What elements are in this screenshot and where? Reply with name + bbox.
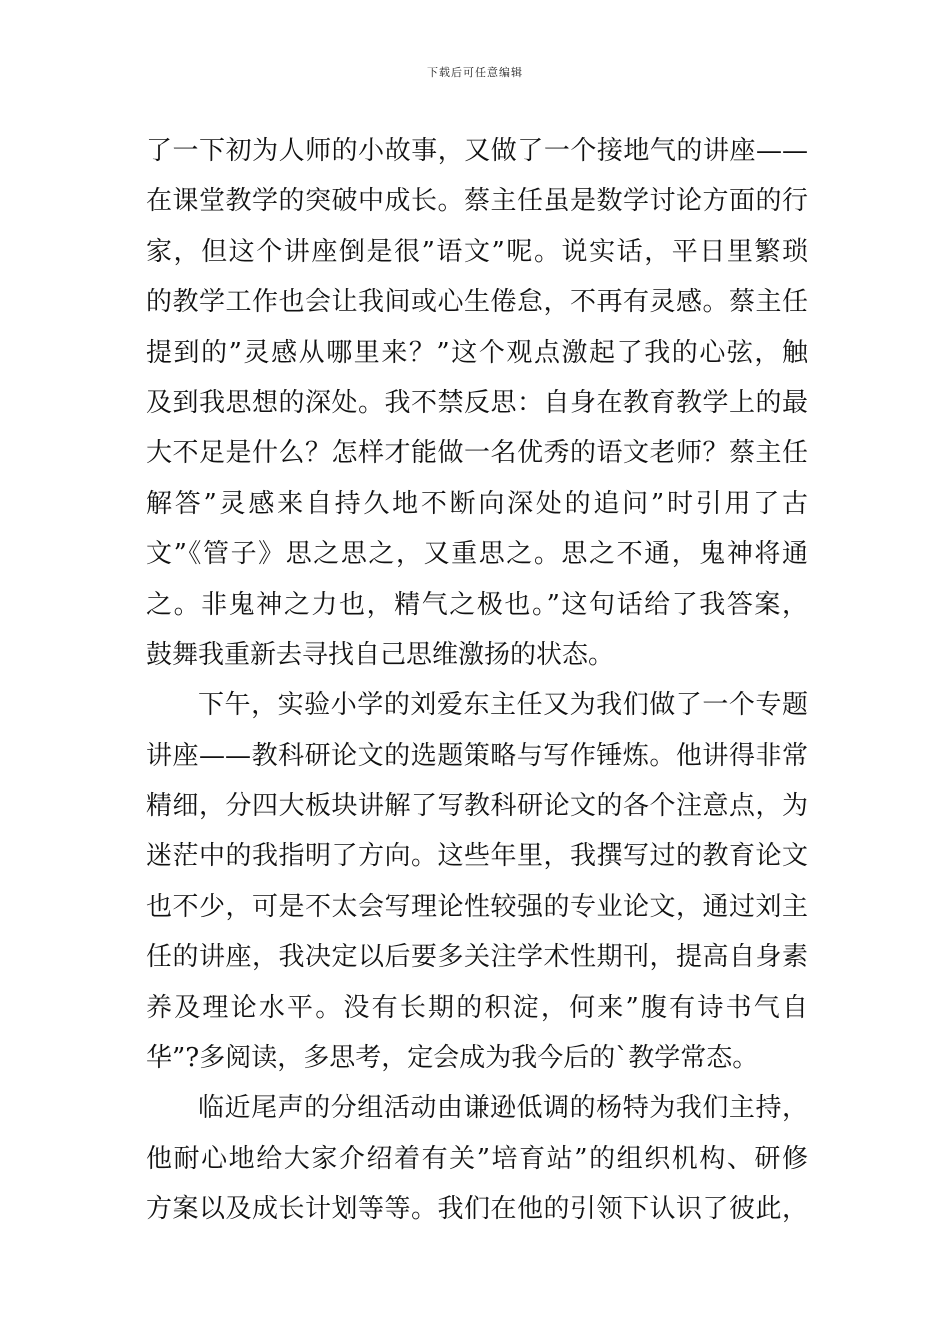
text-line: 家，但这个讲座倒是很”语文”呢。说实话，平日里繁琐: [146, 236, 808, 267]
text-line: 华”?多阅读，多思考，定会成为我今后的`教学常态。: [146, 1043, 759, 1074]
text-line: 在课堂教学的突破中成长。蔡主任虽是数学讨论方面的行: [146, 186, 808, 217]
text-line: 及到我思想的深处。我不禁反思：自身在教育教学上的最: [146, 387, 808, 418]
page-header: 下载后可任意编辑: [427, 66, 523, 79]
text-line: 提到的”灵感从哪里来？”这个观点激起了我的心弦，触: [146, 337, 808, 368]
text-line: 解答”灵感来自持久地不断向深处的追问”时引用了古: [146, 488, 808, 519]
text-line: 之。非鬼神之力也，精气之极也。”这句话给了我答案，: [146, 589, 808, 620]
text-line: 的教学工作也会让我间或心生倦怠，不再有灵感。蔡主任: [146, 287, 808, 318]
text-line: 也不少，可是不太会写理论性较强的专业论文，通过刘主: [146, 891, 808, 922]
text-line: 临近尾声的分组活动由谦逊低调的杨特为我们主持，: [198, 1093, 808, 1124]
text-line: 任的讲座，我决定以后要多关注学术性期刊，提高自身素: [146, 942, 808, 973]
text-line: 文”《管子》思之思之，又重思之。思之不通，鬼神将通: [146, 539, 808, 570]
text-line: 讲座——教科研论文的选题策略与写作锤炼。他讲得非常: [146, 740, 808, 771]
text-line: 精细，分四大板块讲解了写教科研论文的各个注意点，为: [146, 791, 808, 822]
text-line: 方案以及成长计划等等。我们在他的引领下认识了彼此，: [146, 1194, 808, 1225]
text-line: 了一下初为人师的小故事，又做了一个接地气的讲座——: [146, 136, 808, 166]
text-line: 他耐心地给大家介绍着有关”培育站”的组织机构、研修: [146, 1143, 808, 1174]
text-line: 迷茫中的我指明了方向。这些年里，我撰写过的教育论文: [146, 841, 808, 872]
text-line: 下午，实验小学的刘爱东主任又为我们做了一个专题: [198, 690, 808, 721]
text-line: 鼓舞我重新去寻找自己思维激扬的状态。: [146, 639, 615, 670]
text-line: 养及理论水平。没有长期的积淀，何来”腹有诗书气自: [146, 992, 808, 1023]
body-text: [146, 126, 808, 1235]
text-line: 大不足是什么？怎样才能做一名优秀的语文老师？蔡主任: [146, 438, 808, 469]
